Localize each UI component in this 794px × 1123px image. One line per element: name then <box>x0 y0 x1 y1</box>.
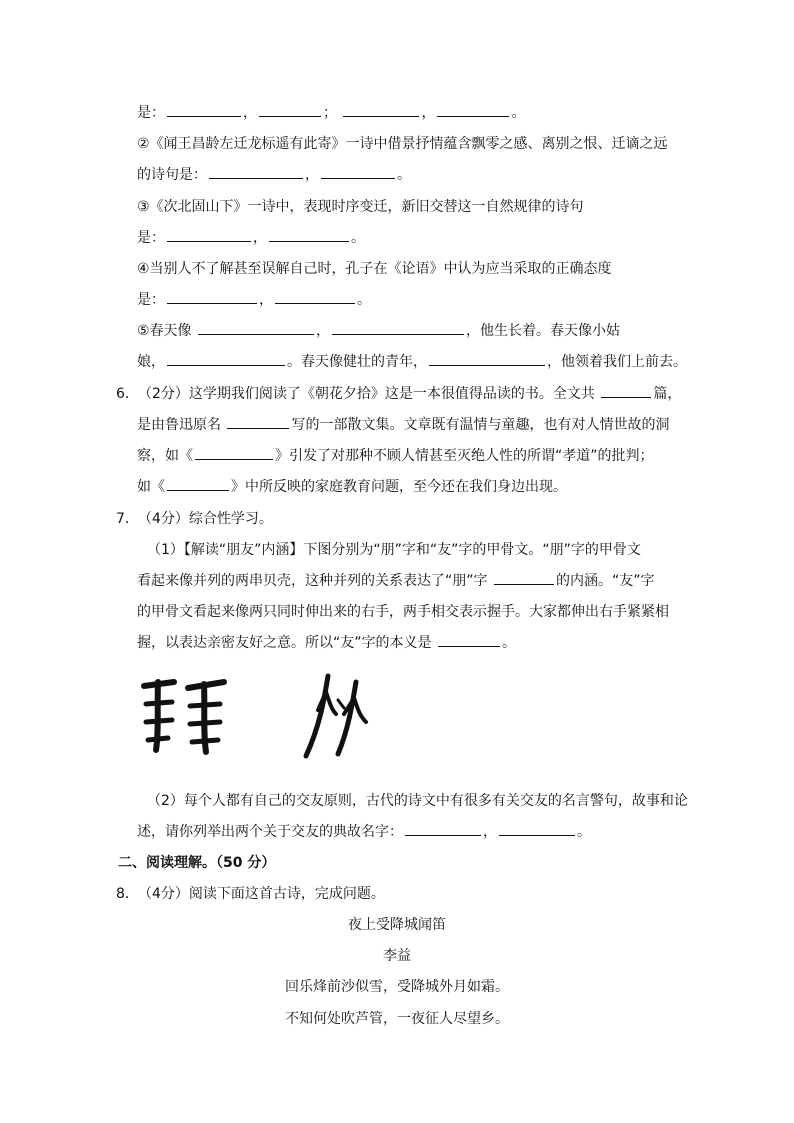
q7-title: （4分）综合性学习。 <box>138 511 273 527</box>
q6-line-1: （2分）这学期我们阅读了《朝花夕拾》这是一本很值得品读的书。全文共 篇， <box>138 386 682 402</box>
oracle-bone-you-figure <box>300 670 380 760</box>
poem-author: 李益 <box>383 948 411 964</box>
q6-line-3: 察，如《 》引发了对那种不顾人情甚至灭绝人性的所谓“孝道”的批判； <box>137 448 654 464</box>
blank[interactable] <box>259 103 321 117</box>
blank[interactable] <box>321 165 395 179</box>
blank[interactable] <box>437 103 509 117</box>
blank[interactable] <box>405 822 481 836</box>
blank[interactable] <box>269 228 349 242</box>
q7-p1-line-1: （1）【解读“朋友”内涵】下图分别为“朋”字和“友”字的甲骨文。“朋”字的甲骨文 <box>147 542 641 558</box>
q7-p1-line-3: 的甲骨文看起来像两只同时伸出来的右手，两手相交表示握手。大家都伸出右手紧紧相 <box>137 604 669 620</box>
q5-item-2: ②《闻王昌龄左迁龙标遥有此寄》一诗中借景抒情蕴含飘零之感、离别之恨、迁谪之远 <box>137 136 668 152</box>
q5-item-5: ⑤春天像 ， ，他生长着。春天像小姑 <box>137 323 621 339</box>
q5-line-0: 是： ， ； ， 。 <box>137 105 526 121</box>
poem-title: 夜上受降城闻笛 <box>348 917 446 933</box>
blank[interactable] <box>209 165 303 179</box>
blank[interactable] <box>601 384 651 398</box>
blank[interactable] <box>499 822 575 836</box>
q5-item-4: ④当别人不了解甚至误解自己时，孔子在《论语》中认为应当采取的正确态度 <box>137 261 612 277</box>
section-2-heading: 二、阅读理解。（50 分） <box>118 855 276 871</box>
blank[interactable] <box>167 477 229 491</box>
q6-line-2: 是由鲁迅原名 写的一部散文集。文章既有温情与童趣，也有对人情世故的洞 <box>137 417 670 433</box>
blank[interactable] <box>167 228 251 242</box>
blank[interactable] <box>494 571 554 585</box>
poem-line-1: 回乐烽前沙似雪，受降城外月如霜。 <box>285 979 509 995</box>
blank[interactable] <box>227 415 289 429</box>
blank[interactable] <box>167 352 285 366</box>
q6-number: 6． <box>116 386 139 402</box>
q7-number: 7． <box>116 511 139 527</box>
blank[interactable] <box>429 352 545 366</box>
q5-item-3-cont: 是： ， 。 <box>137 230 365 246</box>
q7-p2-line-1: （2）每个人都有自己的交友原则，古代的诗文中有很多有关交友的名言警句，故事和论 <box>147 793 688 809</box>
oracle-bone-peng-figure <box>138 676 234 756</box>
q6-line-4: 如《 》中所反映的家庭教育问题，至今还在我们身边出现。 <box>137 479 567 495</box>
q8-number: 8． <box>116 886 139 902</box>
blank[interactable] <box>343 103 419 117</box>
q5-item-3: ③《次北固山下》一诗中，表现时序变迁，新旧交替这一自然规律的诗句 <box>137 199 584 215</box>
blank[interactable] <box>167 103 241 117</box>
q5-item-4-cont: 是： ， 。 <box>137 292 371 308</box>
q7-p1-line-2: 看起来像并列的两串贝壳，这种并列的关系表达了“朋”字 的内涵。“友”字 <box>137 573 655 589</box>
blank[interactable] <box>195 446 273 460</box>
blank[interactable] <box>198 321 314 335</box>
q5-item-5-cont: 娘， 。春天像健壮的青年， ，他领着我们上前去。 <box>137 354 687 370</box>
blank[interactable] <box>332 321 464 335</box>
blank[interactable] <box>438 633 500 647</box>
blank[interactable] <box>167 290 257 304</box>
q7-p1-line-4: 握，以表达亲密友好之意。所以“友”字的本义是 。 <box>137 635 516 651</box>
q8-intro: （4分）阅读下面这首古诗，完成问题。 <box>138 886 385 902</box>
blank[interactable] <box>275 290 355 304</box>
q7-p2-line-2: 述，请你列举出两个关于交友的典故名字： ， 。 <box>137 824 591 840</box>
q5-item-2-cont: 的诗句是： ， 。 <box>137 167 411 183</box>
poem-line-2: 不知何处吹芦管，一夜征人尽望乡。 <box>285 1011 509 1027</box>
